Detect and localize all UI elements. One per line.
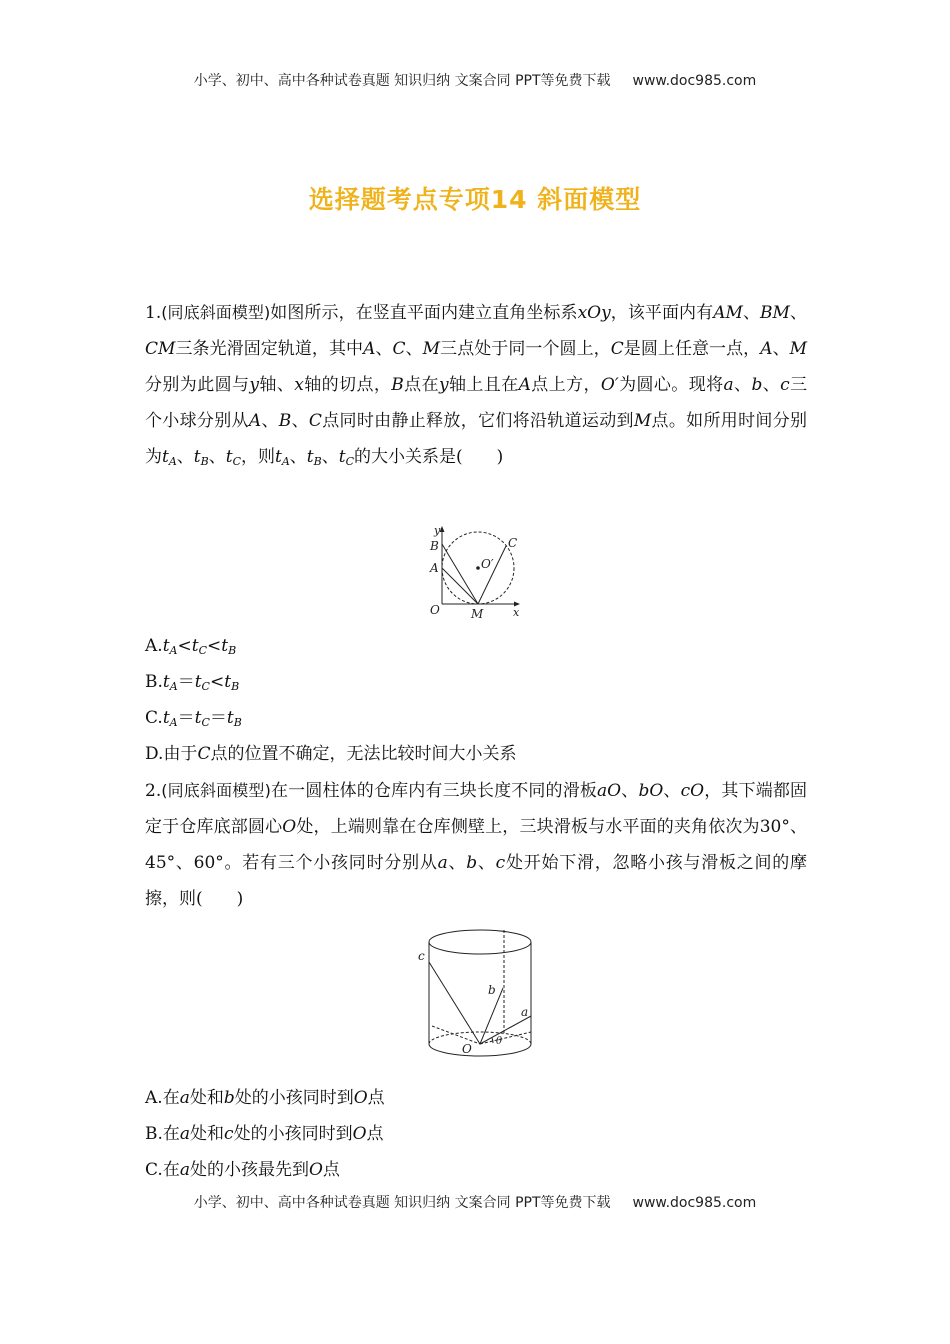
page-header: [0, 70, 950, 90]
board-cO: [429, 962, 480, 1044]
label-C: C: [508, 536, 518, 550]
label-A: A: [430, 561, 439, 575]
label-a: a: [521, 1005, 529, 1019]
question-number: 2.: [145, 781, 162, 801]
radius-dashed: [432, 1026, 480, 1044]
q1-option-a[interactable]: $A.t_A<t_C<t_B$: [145, 636, 237, 657]
q2-option-b[interactable]: B.在a处和c处的小孩同时到O点: [145, 1124, 384, 1144]
label-y: y: [434, 524, 441, 537]
q1-option-d[interactable]: D.由于C点的位置不确定，无法比较时间大小关系: [145, 744, 517, 764]
label-Oprime: O′: [481, 557, 494, 571]
label-M: M: [471, 607, 484, 621]
header-text: 小学、初中、高中各种试卷真题 知识归纳 文案合同 PPT等免费下载: [193, 73, 611, 89]
y-axis-arrow: [440, 526, 445, 532]
figure-1-incline-circle: [420, 520, 540, 625]
q1-option-c[interactable]: $C.t_A=t_C=t_B$: [145, 708, 242, 729]
question-1: 1.(同底斜面模型)如图所示，在竖直平面内建立直角坐标系xOy，该平面内有AM、BM、CM三条光滑固定轨道，其中A、C、M三点处于同一个圆上，C是圆上任意一点，A、M分别为此圆与y轴、x轴的切点，B点在y轴上且在A点上方，O′为圆心。现将a、b、c三个小球分别从A、B、C点同时由静止释放，它们将沿轨道运动到M点。如所用时间分别为$t_A$、$t_B$、$t_C$，则$t_A$、$t_B$、$t_C$的大小关系是( ): [145, 303, 808, 468]
cylinder-top: [429, 930, 531, 954]
q2-option-a[interactable]: A.在a处和b处的小孩同时到O点: [145, 1088, 385, 1108]
page-footer: [0, 1192, 950, 1212]
angle-arc: [492, 1038, 493, 1043]
q2-option-c[interactable]: C.在a处的小孩最先到O点: [145, 1160, 340, 1180]
label-B: B: [430, 539, 439, 553]
q1-option-b[interactable]: $B.t_A=t_C<t_B$: [145, 672, 240, 693]
footer-text: 小学、初中、高中各种试卷真题 知识归纳 文案合同 PPT等免费下载: [193, 1195, 611, 1211]
label-b: b: [488, 983, 496, 997]
figure-2-cylinder: [412, 922, 542, 1067]
label-x: x: [513, 606, 520, 619]
label-theta: θ: [496, 1036, 503, 1047]
board-aO: [480, 1016, 531, 1044]
cylinder-bottom-back: [429, 1032, 531, 1044]
footer-site-link[interactable]: www.doc985.com: [632, 1195, 757, 1211]
page-title: 选择题考点专项14 斜面模型: [308, 185, 642, 214]
question-tag: (同底斜面模型): [161, 303, 271, 322]
label-c: c: [418, 949, 425, 963]
label-O: O: [462, 1042, 472, 1056]
question-number: 1.: [145, 303, 162, 323]
question-tag: (同底斜面模型): [161, 781, 271, 800]
base-line-dashed: [480, 1032, 531, 1044]
question-2: 2.(同底斜面模型)在一圆柱体的仓库内有三块长度不同的滑板aO、bO、cO，其下端都固定于仓库底部圆心O处，上端则靠在仓库侧壁上，三块滑板与水平面的夹角依次为30°、45°、60°。若有三个小孩同时分别从a、b、c处开始下滑，忽略小孩与滑板之间的摩擦，则( ): [145, 781, 808, 909]
header-site-link[interactable]: www.doc985.com: [632, 73, 757, 89]
cylinder-bottom-front: [429, 1044, 531, 1056]
center-point: [476, 566, 480, 570]
label-O: O: [430, 603, 440, 617]
